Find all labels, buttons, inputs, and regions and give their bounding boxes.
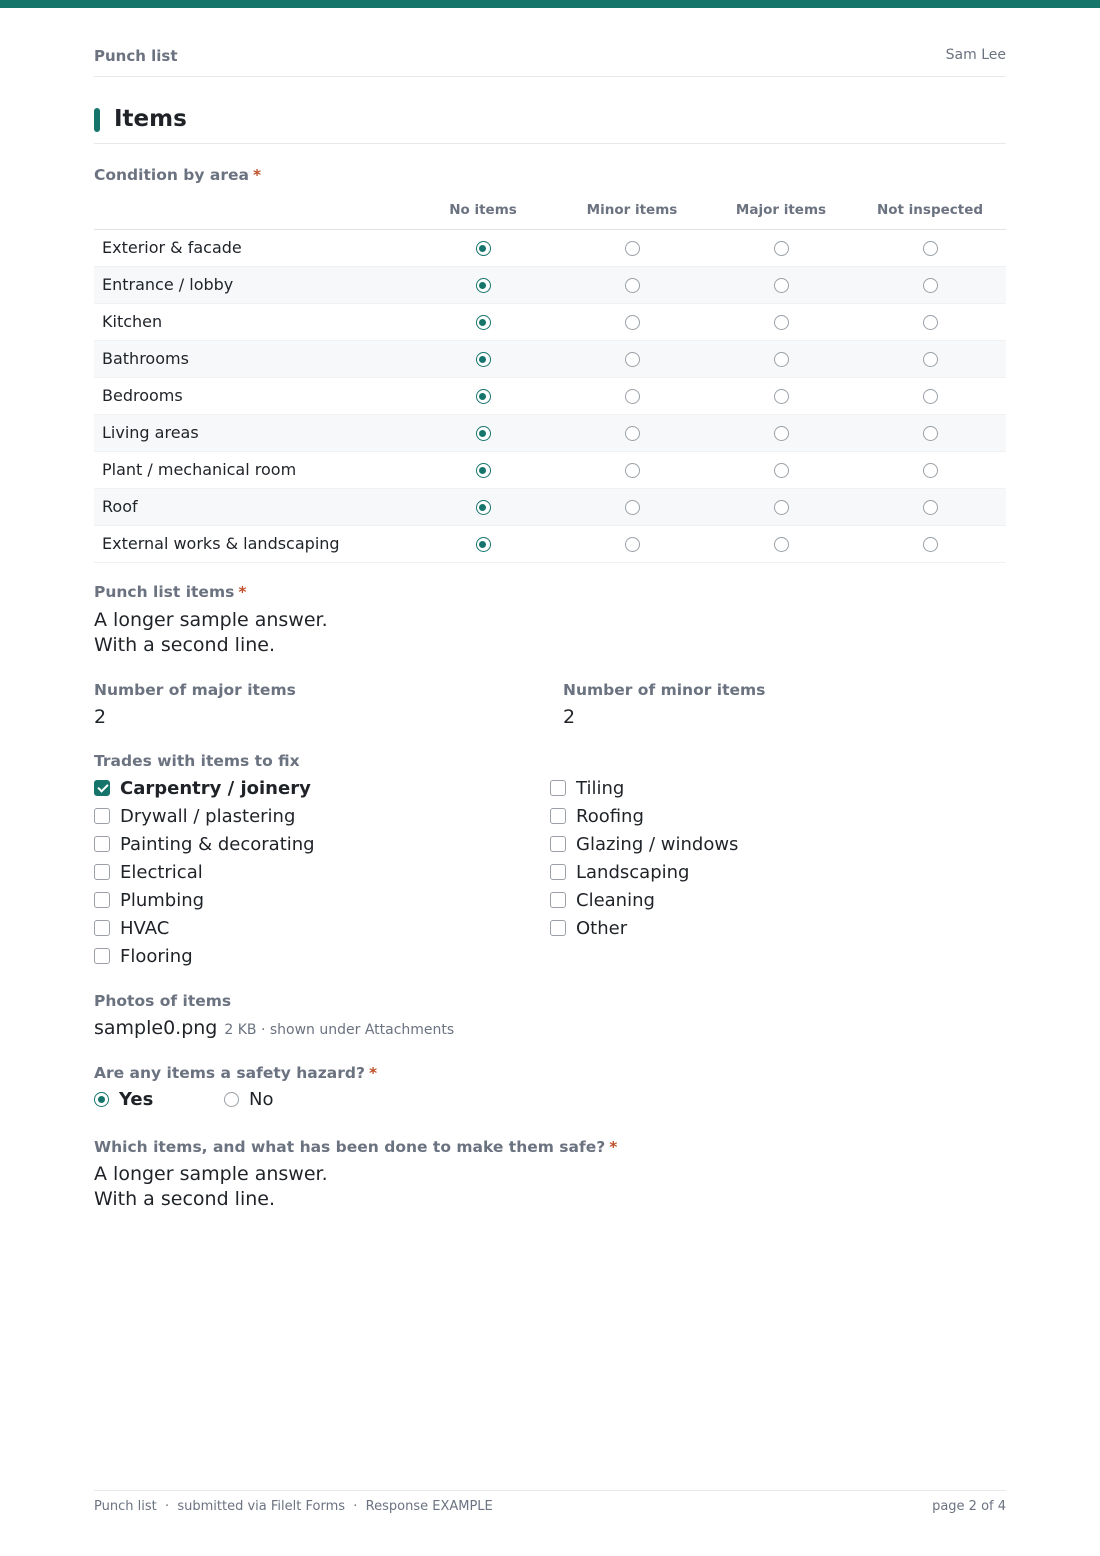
radio-minor-items[interactable] xyxy=(625,278,640,293)
checkbox-landscaping[interactable] xyxy=(550,858,738,886)
column-header-minor-items: Minor items xyxy=(586,202,678,218)
made-safe-label-text: Which items, and what has been done to make them safe? xyxy=(94,1138,606,1156)
minor-count-value: 2 xyxy=(563,706,576,728)
radio-not-inspected[interactable] xyxy=(923,278,938,293)
answer-line: With a second line. xyxy=(94,1188,275,1210)
checkbox-icon[interactable] xyxy=(94,920,110,936)
checkbox-label: Cleaning xyxy=(576,889,655,911)
radio-major-items[interactable] xyxy=(774,278,789,293)
checkbox-icon[interactable] xyxy=(94,948,110,964)
checkbox-label: HVAC xyxy=(120,917,170,939)
radio-minor-items[interactable] xyxy=(625,463,640,478)
checkbox-other[interactable] xyxy=(550,914,738,942)
checkbox-plumbing[interactable] xyxy=(94,886,315,914)
radio-option-label: No xyxy=(249,1089,274,1110)
area-label: Exterior & facade xyxy=(102,238,242,257)
column-header-not-inspected: Not inspected xyxy=(876,202,984,218)
footer-left: Punch list · submitted via Filelt Forms · Response EXAMPLE xyxy=(94,1499,493,1514)
checkbox-icon[interactable] xyxy=(94,780,110,796)
condition-label-text: Condition by area xyxy=(94,166,249,184)
checkbox-icon[interactable] xyxy=(550,864,566,880)
checkbox-label: Flooring xyxy=(120,945,193,967)
checkbox-flooring[interactable] xyxy=(94,942,315,970)
attachment-meta: 2 KB · shown under Attachments xyxy=(224,1022,455,1038)
checkbox-label: Plumbing xyxy=(120,889,205,911)
checkbox-icon[interactable] xyxy=(550,836,566,852)
radio-major-items[interactable] xyxy=(774,352,789,367)
radio-not-inspected[interactable] xyxy=(923,463,938,478)
radio-option-label: Yes xyxy=(119,1089,154,1110)
hazard-options xyxy=(94,1089,273,1110)
radio-not-inspected[interactable] xyxy=(923,426,938,441)
radio-major-items[interactable] xyxy=(774,463,789,478)
radio-no-items[interactable] xyxy=(476,352,491,367)
radio-not-inspected[interactable] xyxy=(923,389,938,404)
radio-major-items[interactable] xyxy=(774,315,789,330)
condition-grid xyxy=(94,193,1006,563)
required-mark: * xyxy=(238,583,247,601)
grid-row-kitchen xyxy=(94,304,1006,341)
area-label: Bedrooms xyxy=(102,386,183,405)
radio-icon[interactable] xyxy=(224,1092,239,1107)
radio-major-items[interactable] xyxy=(774,389,789,404)
radio-major-items[interactable] xyxy=(774,241,789,256)
required-mark: * xyxy=(368,1064,378,1082)
required-mark: * xyxy=(609,1138,618,1156)
page-header xyxy=(94,47,1006,77)
radio-minor-items[interactable] xyxy=(625,426,640,441)
checkbox-label: Painting & decorating xyxy=(120,833,315,855)
checkbox-cleaning[interactable] xyxy=(550,886,738,914)
trades-list-left xyxy=(94,774,315,970)
radio-minor-items[interactable] xyxy=(625,241,640,256)
checkbox-label: Other xyxy=(576,917,628,939)
radio-no-items[interactable] xyxy=(476,389,491,404)
checkbox-glazing-windows[interactable] xyxy=(550,830,738,858)
radio-not-inspected[interactable] xyxy=(923,241,938,256)
hazard-label xyxy=(94,1064,377,1082)
checkbox-label: Landscaping xyxy=(576,861,690,883)
area-label: Plant / mechanical room xyxy=(102,460,297,479)
radio-no-items[interactable] xyxy=(476,500,491,515)
area-label: Kitchen xyxy=(102,312,163,331)
punch-items-label xyxy=(94,583,246,601)
condition-grid-body xyxy=(94,230,1006,563)
grid-row-bathrooms xyxy=(94,341,1006,378)
checkbox-icon[interactable] xyxy=(94,836,110,852)
checkbox-icon[interactable] xyxy=(94,808,110,824)
section-title: Items xyxy=(114,106,187,132)
radio-icon[interactable] xyxy=(94,1092,109,1107)
grid-row-living-areas xyxy=(94,415,1006,452)
minor-count-label: Number of minor items xyxy=(563,681,766,699)
top-accent-bar xyxy=(0,0,1100,8)
radio-no-items[interactable] xyxy=(476,463,491,478)
attachment xyxy=(94,1017,454,1039)
checkbox-carpentry-joinery[interactable] xyxy=(94,774,315,802)
checkbox-label: Roofing xyxy=(576,805,644,827)
radio-no-items[interactable] xyxy=(476,241,491,256)
radio-no-items[interactable] xyxy=(476,278,491,293)
checkbox-drywall-plastering[interactable] xyxy=(94,802,315,830)
checkbox-icon[interactable] xyxy=(94,892,110,908)
grid-row-roof xyxy=(94,489,1006,526)
required-mark: * xyxy=(252,166,262,184)
checkbox-icon[interactable] xyxy=(550,808,566,824)
column-header-no-items: No items xyxy=(449,202,517,218)
column-header-major-items: Major items xyxy=(735,202,827,218)
radio-option-yes[interactable] xyxy=(94,1089,224,1110)
major-count-label: Number of major items xyxy=(94,681,296,699)
answer-line: A longer sample answer. xyxy=(94,1163,328,1185)
area-label: Roof xyxy=(102,497,138,516)
attachment-file-name[interactable]: sample0.png xyxy=(94,1017,218,1039)
made-safe-label xyxy=(94,1138,617,1156)
condition-label xyxy=(94,166,261,184)
grid-row-exterior-facade xyxy=(94,230,1006,267)
radio-major-items[interactable] xyxy=(774,500,789,515)
user-name: Sam Lee xyxy=(945,47,1006,63)
checkbox-icon[interactable] xyxy=(94,864,110,880)
radio-minor-items[interactable] xyxy=(625,315,640,330)
checkbox-label: Drywall / plastering xyxy=(120,805,296,827)
page-footer xyxy=(94,1490,1006,1514)
grid-row-external-works-landscaping xyxy=(94,526,1006,563)
radio-minor-items[interactable] xyxy=(625,500,640,515)
checkbox-painting-decorating[interactable] xyxy=(94,830,315,858)
answer-line: A longer sample answer. xyxy=(94,609,328,631)
trades-label: Trades with items to fix xyxy=(94,752,300,770)
checkbox-icon[interactable] xyxy=(550,892,566,908)
area-label: Bathrooms xyxy=(102,349,189,368)
radio-no-items[interactable] xyxy=(476,426,491,441)
radio-major-items[interactable] xyxy=(774,537,789,552)
area-label: External works & landscaping xyxy=(102,534,340,553)
answer-line: With a second line. xyxy=(94,634,275,656)
radio-no-items[interactable] xyxy=(476,315,491,330)
checkbox-label: Glazing / windows xyxy=(576,833,739,855)
section-heading xyxy=(94,104,1006,144)
radio-major-items[interactable] xyxy=(774,426,789,441)
checkbox-hvac[interactable] xyxy=(94,914,315,942)
section-accent-bar xyxy=(94,108,100,132)
radio-no-items[interactable] xyxy=(476,537,491,552)
checkbox-roofing[interactable] xyxy=(550,802,738,830)
grid-row-bedrooms xyxy=(94,378,1006,415)
checkbox-label: Carpentry / joinery xyxy=(120,777,311,799)
checkbox-label: Electrical xyxy=(120,861,203,883)
hazard-label-text: Are any items a safety hazard? xyxy=(94,1064,365,1082)
checkbox-label: Tiling xyxy=(576,777,625,799)
radio-not-inspected[interactable] xyxy=(923,537,938,552)
area-label: Living areas xyxy=(102,423,199,442)
grid-row-plant-mechanical-room xyxy=(94,452,1006,489)
radio-not-inspected[interactable] xyxy=(923,352,938,367)
checkbox-electrical[interactable] xyxy=(94,858,315,886)
form-name: Punch list xyxy=(94,47,178,65)
radio-not-inspected[interactable] xyxy=(923,315,938,330)
condition-grid-header xyxy=(94,193,1006,230)
radio-not-inspected[interactable] xyxy=(923,500,938,515)
grid-row-entrance-lobby xyxy=(94,267,1006,304)
radio-minor-items[interactable] xyxy=(625,537,640,552)
checkbox-icon[interactable] xyxy=(550,780,566,796)
photos-label: Photos of items xyxy=(94,992,232,1010)
punch-items-label-text: Punch list items xyxy=(94,583,235,601)
trades-list-right xyxy=(550,774,738,942)
footer-page-number: page 2 of 4 xyxy=(932,1499,1006,1514)
radio-minor-items[interactable] xyxy=(625,389,640,404)
checkbox-tiling[interactable] xyxy=(550,774,738,802)
radio-minor-items[interactable] xyxy=(625,352,640,367)
major-count-value: 2 xyxy=(94,706,107,728)
checkbox-icon[interactable] xyxy=(550,920,566,936)
radio-option-no[interactable] xyxy=(224,1089,273,1110)
punch-items-answer xyxy=(94,608,328,658)
made-safe-answer xyxy=(94,1162,328,1212)
area-label: Entrance / lobby xyxy=(102,275,234,294)
